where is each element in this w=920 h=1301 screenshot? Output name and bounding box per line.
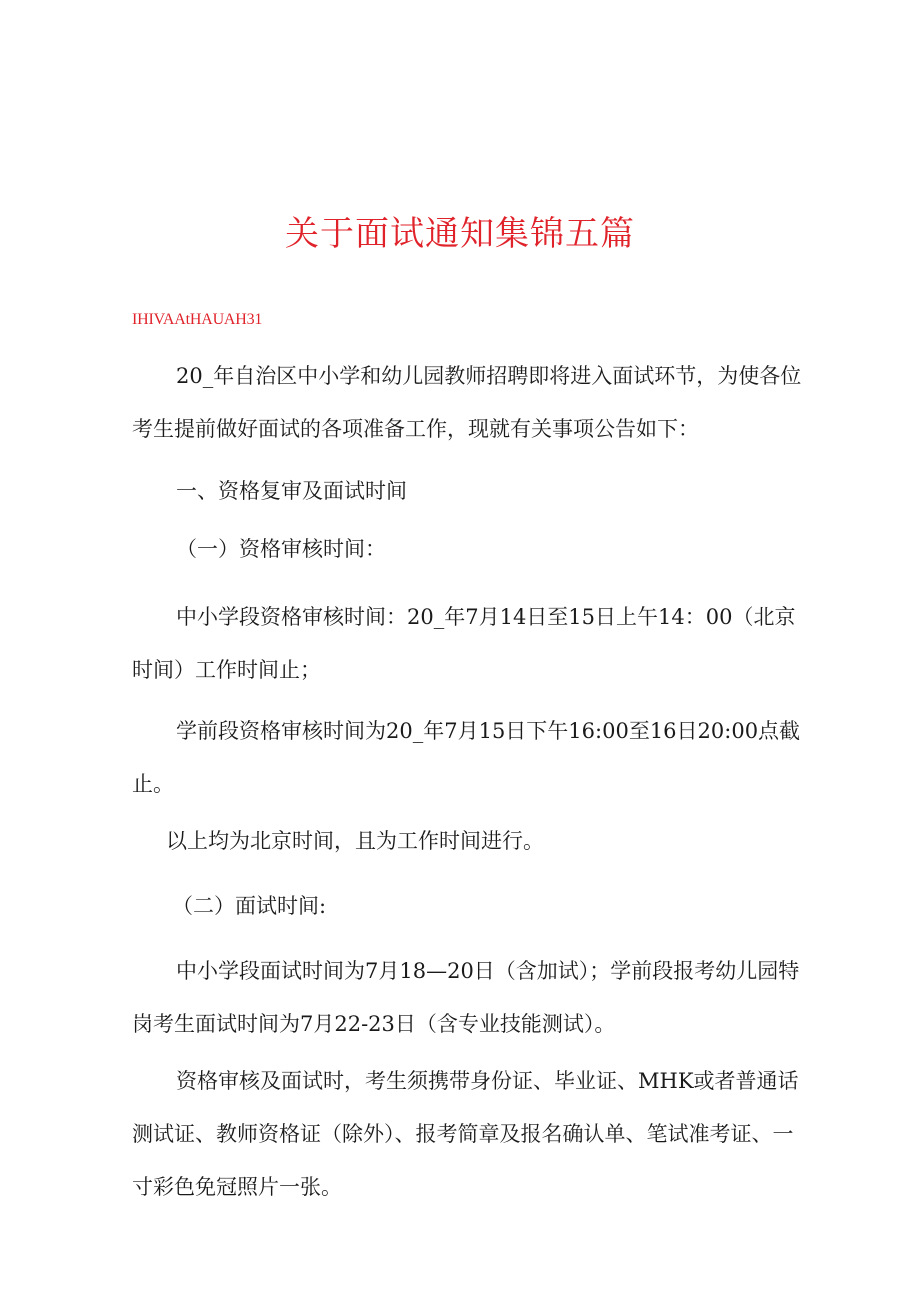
paragraph-required-documents: 资格审核及面试时，考生须携带身份证、毕业证、MHK或者普通话测试证、教师资格证（除外）、报考简章及报名确认单、笔试准考证、一寸彩色免冠照片一张。: [132, 1069, 799, 1199]
paragraph-primary-review-time: 中小学段资格审核时间：20_年7月14日至15日上午14：00（北京时间）工作时间止；: [132, 605, 796, 682]
paragraph-time-note: 以上均为北京时间，且为工作时间进行。: [166, 829, 544, 853]
paragraph-intro: 20_年自治区中小学和幼儿园教师招聘即将进入面试环节，为使各位考生提前做好面试的各项准备工作，现就有关事项公告如下：: [132, 364, 802, 441]
document-title: 关于面试通知集锦五篇: [285, 214, 635, 254]
paragraph-interview-time: 中小学段面试时间为7月18—20日（含加试）；学前段报考幼儿园特岗考生面试时间为7月22-23日（含专业技能测试）。: [132, 959, 800, 1036]
subsection-heading-1: （一）资格审核时间：: [176, 537, 386, 561]
section-heading-1: 一、资格复审及面试时间: [176, 479, 407, 503]
paragraph-preschool-review-time: 学前段资格审核时间为20_年7月15日下午16:00至16日20:00点截止。: [132, 719, 801, 796]
document-subheading: IHIVAAtHAUAH31: [132, 311, 263, 328]
subsection-heading-2: （二）面试时间:: [172, 894, 327, 918]
